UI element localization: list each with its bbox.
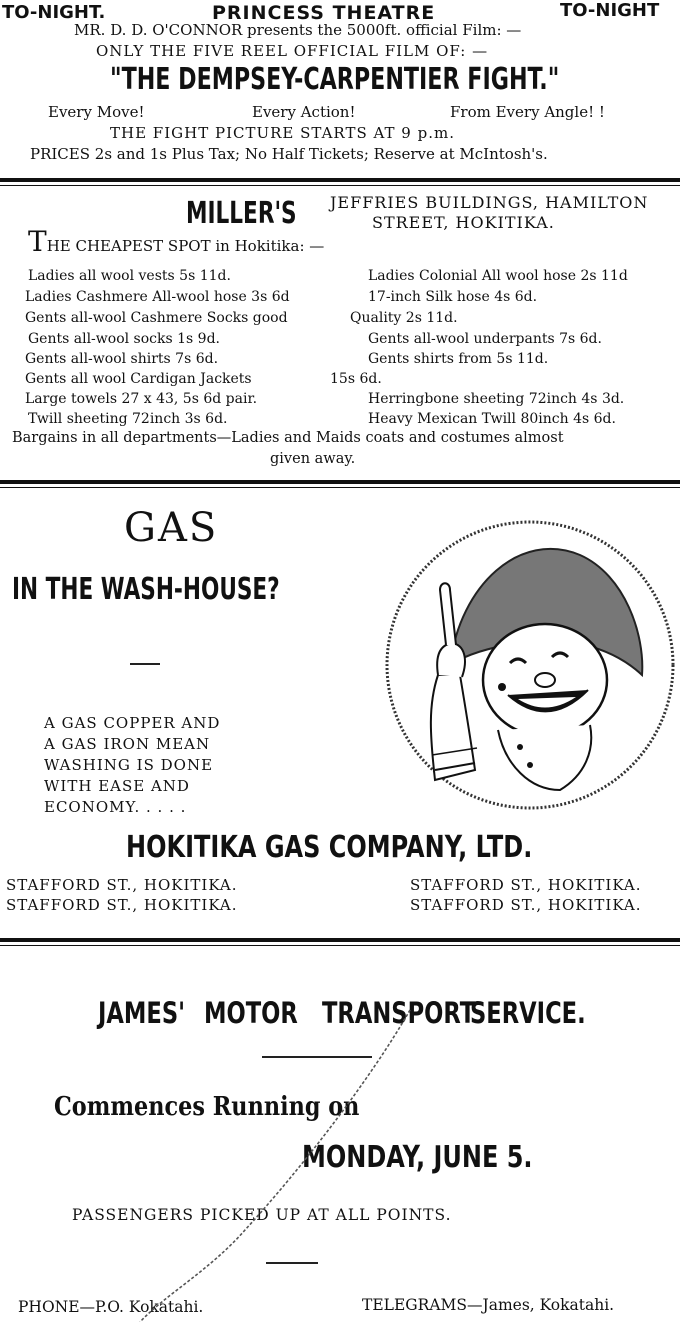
- gas-body-line: ECONOMY. . . . .: [44, 798, 187, 816]
- tagline-action: Every Action!: [252, 103, 356, 121]
- transport-title-james: JAMES': [98, 996, 186, 1030]
- list-item: Heavy Mexican Twill 80inch 4s 6d.: [368, 411, 616, 427]
- list-item: Gents all-wool Cashmere Socks good: [25, 310, 288, 326]
- list-item: Gents shirts from 5s 11d.: [368, 351, 549, 367]
- tonight-right-tag: TO-NIGHT: [560, 0, 660, 21]
- list-item: Ladies Colonial All wool hose 2s 11d: [368, 268, 628, 284]
- drop-initial: T: [28, 225, 47, 258]
- start-time-line: THE FIGHT PICTURE STARTS AT 9 p.m.: [110, 124, 455, 142]
- tagline-move: Every Move!: [48, 103, 145, 121]
- telegrams-line: TELEGRAMS—James, Kokatahi.: [362, 1296, 615, 1314]
- list-item: Gents all-wool underpants 7s 6d.: [368, 331, 602, 347]
- address-left-2: STAFFORD ST., HOKITIKA.: [6, 896, 238, 914]
- gas-body-line: A GAS COPPER AND: [44, 714, 221, 732]
- gas-subheading: IN THE WASH-HOUSE?: [12, 572, 280, 607]
- intro-text: HE CHEAPEST SPOT in Hokitika: —: [46, 237, 325, 255]
- gas-heading: GAS: [124, 505, 219, 551]
- gas-body-line: A GAS IRON MEAN: [44, 735, 211, 753]
- presenter-line: MR. D. D. O'CONNOR presents the 5000ft. official Film: —: [74, 21, 522, 39]
- list-item: Gents all-wool shirts 7s 6d.: [25, 351, 219, 367]
- start-date: MONDAY, JUNE 5.: [302, 1140, 533, 1175]
- address-left-1: STAFFORD ST., HOKITIKA.: [6, 876, 238, 894]
- gas-body-line: WASHING IS DONE: [44, 756, 214, 774]
- commences-line: Commences Running on: [54, 1092, 360, 1122]
- list-item: Gents all-wool socks 1s 9d.: [28, 331, 220, 347]
- list-item: Quality 2s 11d.: [350, 310, 458, 326]
- prices-line: PRICES 2s and 1s Plus Tax; No Half Tickets; Reserve at McIntosh's.: [30, 145, 548, 163]
- tagline-angle: From Every Angle! !: [450, 103, 605, 121]
- list-item: Ladies Cashmere All-wool hose 3s 6d: [25, 289, 290, 305]
- address-right-2: STAFFORD ST., HOKITIKA.: [410, 896, 642, 914]
- transport-title-transport: TRANSPORT: [322, 996, 476, 1030]
- tonight-left-tag: TO-NIGHT.: [2, 2, 106, 23]
- list-item: 15s 6d.: [330, 371, 382, 387]
- gas-body-line: WITH EASE AND: [44, 777, 190, 795]
- list-item: Gents all wool Cardigan Jackets: [25, 371, 252, 387]
- list-item: Twill sheeting 72inch 3s 6d.: [28, 411, 228, 427]
- transport-title-service: SERVICE.: [470, 996, 586, 1030]
- bargain-line-2: given away.: [270, 451, 356, 467]
- list-item: Herringbone sheeting 72inch 4s 3d.: [368, 391, 625, 407]
- only-line: ONLY THE FIVE REEL OFFICIAL FILM OF: —: [96, 42, 489, 60]
- list-item: Ladies all wool vests 5s 11d.: [28, 268, 231, 284]
- millers-address-2: STREET, HOKITIKA.: [372, 213, 555, 232]
- list-item: Large towels 27 x 43, 5s 6d pair.: [25, 391, 258, 407]
- phone-line: PHONE—P.O. Kokatahi.: [18, 1298, 204, 1316]
- gas-company-name: HOKITIKA GAS COMPANY, LTD.: [126, 830, 533, 865]
- pickup-line: PASSENGERS PICKED UP AT ALL POINTS.: [72, 1206, 452, 1224]
- list-item: 17-inch Silk hose 4s 6d.: [368, 289, 538, 305]
- theatre-title: PRINCESS THEATRE: [212, 2, 436, 24]
- film-headline: "THE DEMPSEY-CARPENTIER FIGHT.": [110, 62, 560, 97]
- bargain-line-1: Bargains in all departments—Ladies and Maids coats and costumes almost: [12, 430, 564, 446]
- transport-title-motor: MOTOR: [204, 996, 298, 1030]
- millers-address-1: JEFFRIES BUILDINGS, HAMILTON: [330, 193, 649, 212]
- address-right-1: STAFFORD ST., HOKITIKA.: [410, 876, 642, 894]
- millers-name: MILLER'S: [186, 196, 297, 231]
